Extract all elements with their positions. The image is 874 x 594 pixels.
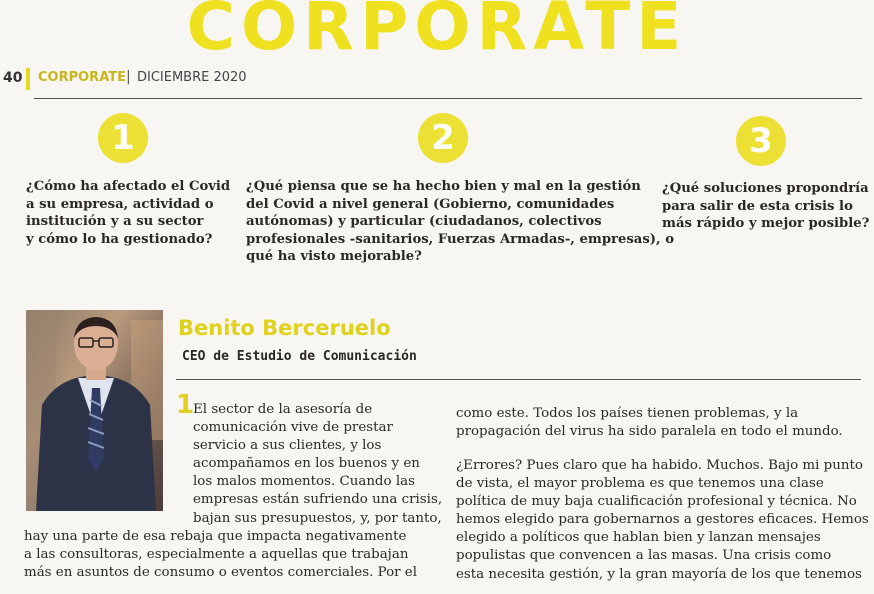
interviewee-role: CEO de Estudio de Comunicación (182, 349, 417, 364)
question-line: para salir de esta crisis lo (662, 198, 853, 214)
body-line: El sector de la asesoría de (193, 402, 373, 417)
body-line: populistas que convencen a las masas. Una crisis como (456, 548, 832, 564)
question-number-badge: 3 (736, 116, 786, 166)
body-line: más en asuntos de consumo o eventos comerciales. Por el (24, 565, 418, 581)
body-line: elegido a políticos que hablan bien y lanzan mensajes (456, 530, 821, 546)
question-line: qué ha visto mejorable? (246, 249, 422, 264)
question-line: ¿Qué piensa que se ha hecho bien y mal en la gestión (246, 179, 641, 194)
answer-2-column-errors (456, 457, 869, 584)
body-line: a las consultoras, especialmente a aquellas que trabajan (24, 547, 409, 563)
body-line: como este. Todos los países tienen problemas, y la (456, 406, 799, 421)
question-line: a su empresa, actividad o (26, 196, 214, 212)
question-number-badge: 1 (98, 113, 148, 163)
body-line: los malos momentos. Cuando las (193, 474, 415, 490)
question-line: ¿Cómo ha afectado el Covid (26, 179, 231, 194)
question-1-text (26, 178, 230, 248)
body-line: comunicación vive de prestar (193, 420, 393, 436)
answer-1-narrow-column (193, 401, 442, 528)
body-line: hemos elegido para gobernarnos a gestores eficaces. Hemos (456, 512, 869, 528)
folio-magazine-name: CORPORATE (38, 70, 126, 85)
body-line: acompañamos en los buenos y en (193, 456, 420, 472)
question-line: ¿Qué soluciones propondría (662, 181, 869, 196)
folio-accent-bar (26, 68, 30, 90)
interviewee-name: Benito Berceruelo (178, 316, 391, 340)
question-line: institución y a su sector (26, 214, 204, 229)
question-line: del Covid a nivel general (Gobierno, comunidades (246, 196, 615, 212)
question-2-text (246, 178, 674, 266)
folio-separator: | (126, 69, 131, 85)
body-line: ¿Errores? Pues claro que ha habido. Muchos. Bajo mi punto (456, 458, 863, 473)
page-number: 40 (3, 70, 23, 86)
body-line: hay una parte de esa rebaja que impacta negativamente (24, 529, 407, 544)
answer-dropcap: 1 (176, 390, 195, 420)
body-line: bajan sus presupuestos, y, por tanto, (193, 510, 442, 526)
folio-line (0, 66, 874, 92)
question-line: y cómo lo ha gestionado? (26, 231, 213, 247)
question-line: más rápido y mejor posible? (662, 216, 870, 231)
body-line: servicio a sus clientes, y los (193, 438, 382, 454)
profile-divider (176, 379, 861, 380)
answer-1-wide-column (24, 528, 417, 582)
header-divider (34, 98, 862, 99)
body-line: esta necesita gestión, y la gran mayoría de los que tenemos (456, 566, 862, 582)
question-line: profesionales -sanitarios, Fuerzas Armadas-, empresas), o (246, 231, 674, 247)
body-line: propagación del virus ha sido paralela en todo el mundo. (456, 424, 843, 440)
body-line: empresas están sufriendo una crisis, (193, 492, 443, 508)
magazine-masthead: CORPORATE (186, 0, 688, 65)
folio-date: DICIEMBRE 2020 (137, 70, 247, 85)
portrait-photo (26, 310, 163, 511)
question-number-badge: 2 (418, 113, 468, 163)
body-line: de vista, el mayor problema es que tenemos una clase (456, 476, 824, 492)
question-3-text (662, 180, 869, 233)
body-line: política de muy baja cualificación profesional y técnica. No (456, 494, 857, 510)
portrait-illustration (26, 310, 163, 511)
answer-2-column-top (456, 405, 843, 441)
question-line: autónomas) y particular (ciudadanos, colectivos (246, 214, 602, 229)
